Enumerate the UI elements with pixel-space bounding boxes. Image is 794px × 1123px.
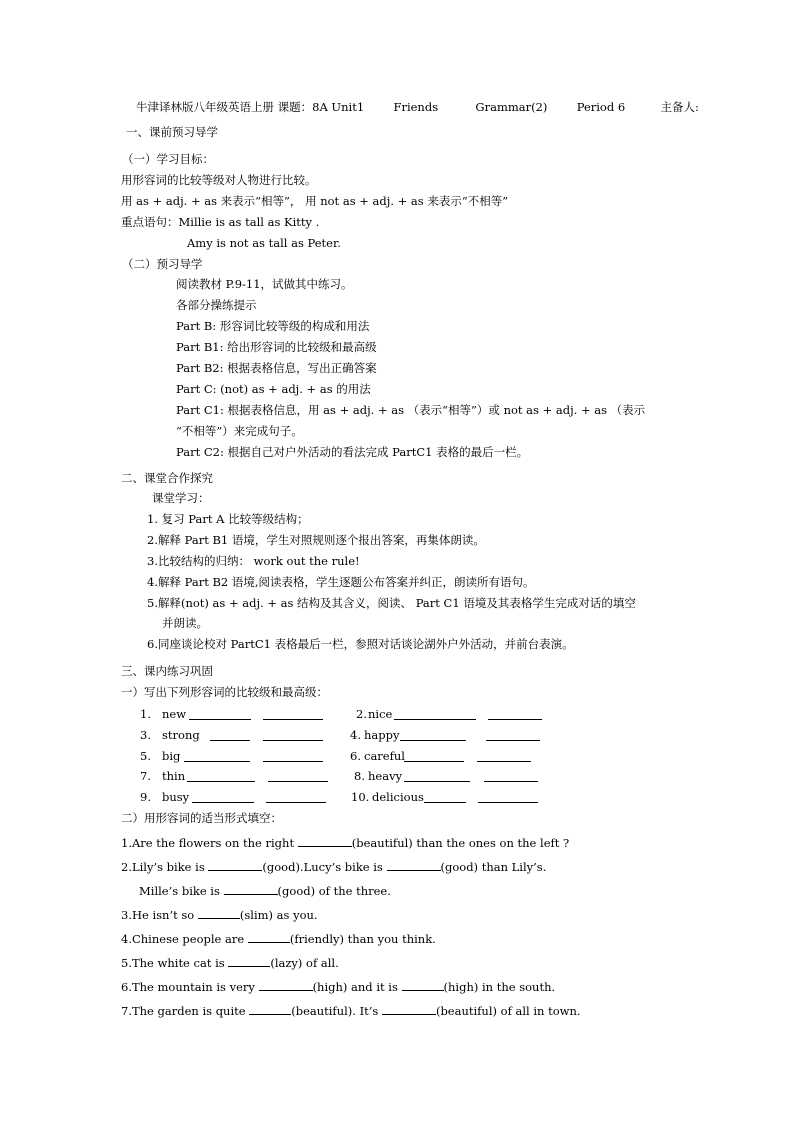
activity-item: 2.解释 Part B1 语境，学生对照规则逐个报出答案，再集体朗读。: [147, 533, 485, 547]
answer-blank[interactable]: [488, 708, 542, 720]
answer-blank[interactable]: [394, 708, 476, 720]
answer-blank[interactable]: [210, 729, 250, 741]
adjective-row: 8. heavy: [354, 769, 403, 783]
fill-sentence-4: 4.Chinese people are (friendly) than you think.: [121, 932, 436, 946]
answer-blank[interactable]: [382, 1003, 436, 1015]
fill-sentence-2: 2.Lily’s bike is (good).Lucy’s bike is (good) than Lily’s.: [121, 860, 547, 874]
preview-line: Part C2: 根据自己对户外活动的看法完成 PartC1 表格的最后一栏。: [176, 445, 529, 459]
exercise1-heading: 一）写出下列形容词的比较级和最高级：: [121, 685, 328, 699]
key-sentence-2: Amy is not as tall as Peter.: [187, 236, 341, 250]
answer-blank[interactable]: [208, 859, 262, 871]
answer-blank[interactable]: [263, 708, 323, 720]
answer-blank[interactable]: [198, 907, 240, 919]
header-period: Period 6: [576, 100, 626, 114]
preview-line: 各部分操练提示: [176, 298, 257, 312]
adjective-row: 9. busy: [140, 790, 190, 804]
preview-line: Part B2: 根据表格信息，写出正确答案: [176, 361, 377, 375]
preview-line: Part B: 形容词比较等级的构成和用法: [176, 319, 370, 333]
fill-sentence-5: 5.The white cat is (lazy) of all.: [121, 956, 339, 970]
exercise2-heading: 二）用形容词的适当形式填空：: [121, 811, 282, 825]
adjective-row: 5. big: [140, 749, 181, 763]
answer-blank[interactable]: [263, 729, 323, 741]
adjective-row: 1. new: [140, 707, 187, 721]
answer-blank[interactable]: [387, 859, 441, 871]
preview-line: “不相等”）来完成句子。: [176, 424, 303, 438]
answer-blank[interactable]: [268, 770, 328, 782]
header-topic: Friends: [393, 100, 439, 114]
adjective-row: 10. delicious: [351, 790, 424, 804]
answer-blank[interactable]: [224, 883, 278, 895]
activity-item: 并朗读。: [162, 616, 208, 630]
activity-item: 6.同座谈论校对 PartC1 表格最后一栏，参照对话谈论湖外户外活动，并前台表演。: [147, 637, 574, 651]
answer-blank[interactable]: [259, 979, 313, 991]
answer-blank[interactable]: [228, 955, 270, 967]
answer-blank[interactable]: [477, 750, 531, 762]
preview-line: Part C1: 根据表格信息，用 as + adj. + as （表示“相等”）或 not as + adj. + as （表示: [176, 403, 646, 417]
preview-heading: （二）预习导学: [122, 257, 203, 271]
preview-line: Part C: (not) as + adj. + as 的用法: [176, 382, 371, 396]
answer-blank[interactable]: [404, 750, 464, 762]
answer-blank[interactable]: [486, 729, 540, 741]
section1-heading: 一、课前预习导学: [126, 125, 218, 139]
fill-sentence-1: 1.Are the flowers on the right (beautiful) than the ones on the left ?: [121, 836, 570, 850]
fill-sentence-6: 6.The mountain is very (high) and it is (high) in the south.: [121, 980, 556, 994]
objective-line-1: 用形容词的比较等级对人物进行比较。: [121, 173, 317, 187]
header-grammar: Grammar(2): [475, 100, 548, 114]
answer-blank[interactable]: [484, 770, 538, 782]
class-learning-heading: 课堂学习：: [152, 491, 210, 505]
header-preparer: 主备人:: [660, 100, 699, 114]
answer-blank[interactable]: [404, 770, 470, 782]
answer-blank[interactable]: [478, 791, 538, 803]
answer-blank[interactable]: [266, 791, 326, 803]
answer-blank[interactable]: [263, 750, 323, 762]
activity-item: 5.解释(not) as + adj. + as 结构及其含义，阅读、 Part C1 语境及其表格学生完成对话的填空: [147, 596, 636, 610]
answer-blank[interactable]: [189, 708, 251, 720]
answer-blank[interactable]: [400, 729, 466, 741]
adjective-row: 4. happy: [350, 728, 400, 742]
adjective-row: 6. careful: [350, 749, 405, 763]
adjective-row: 7. thin: [140, 769, 186, 783]
activity-item: 3.比较结构的归纳： work out the rule!: [147, 554, 360, 568]
objective-line-2: 用 as + adj. + as 来表示“相等”， 用 not as + adj. + as 来表示“不相等”: [121, 194, 509, 208]
fill-sentence-3: 3.He isn’t so (slim) as you.: [121, 908, 318, 922]
answer-blank[interactable]: [187, 770, 255, 782]
answer-blank[interactable]: [248, 931, 290, 943]
answer-blank[interactable]: [184, 750, 250, 762]
answer-blank[interactable]: [402, 979, 444, 991]
preview-line: Part B1: 给出形容词的比较级和最高级: [176, 340, 377, 354]
fill-sentence-7: 7.The garden is quite (beautiful). It’s (beautiful) of all in town.: [121, 1004, 581, 1018]
answer-blank[interactable]: [192, 791, 254, 803]
answer-blank[interactable]: [298, 835, 352, 847]
activity-item: 4.解释 Part B2 语境,阅读表格，学生逐题公布答案并纠正，朗读所有语句。: [147, 575, 535, 589]
activity-item: 1. 复习 Part A 比较等级结构；: [147, 512, 309, 526]
key-sentence-1: 重点语句：Millie is as tall as Kitty .: [121, 215, 320, 229]
adjective-row: 3. strong: [140, 728, 200, 742]
section3-heading: 三、课内练习巩固: [121, 664, 213, 678]
header-course: 牛津译林版八年级英语上册 课题：8A Unit1: [136, 100, 365, 114]
adjective-row: 2.nice: [356, 707, 393, 721]
fill-sentence-2b: Mille’s bike is (good) of the three.: [139, 884, 391, 898]
answer-blank[interactable]: [424, 791, 466, 803]
objectives-heading: （一）学习目标：: [122, 152, 214, 166]
section2-heading: 二、课堂合作探究: [121, 471, 213, 485]
preview-line: 阅读教材 P.9-11，试做其中练习。: [176, 277, 353, 291]
page-header: [136, 99, 699, 115]
answer-blank[interactable]: [249, 1003, 291, 1015]
